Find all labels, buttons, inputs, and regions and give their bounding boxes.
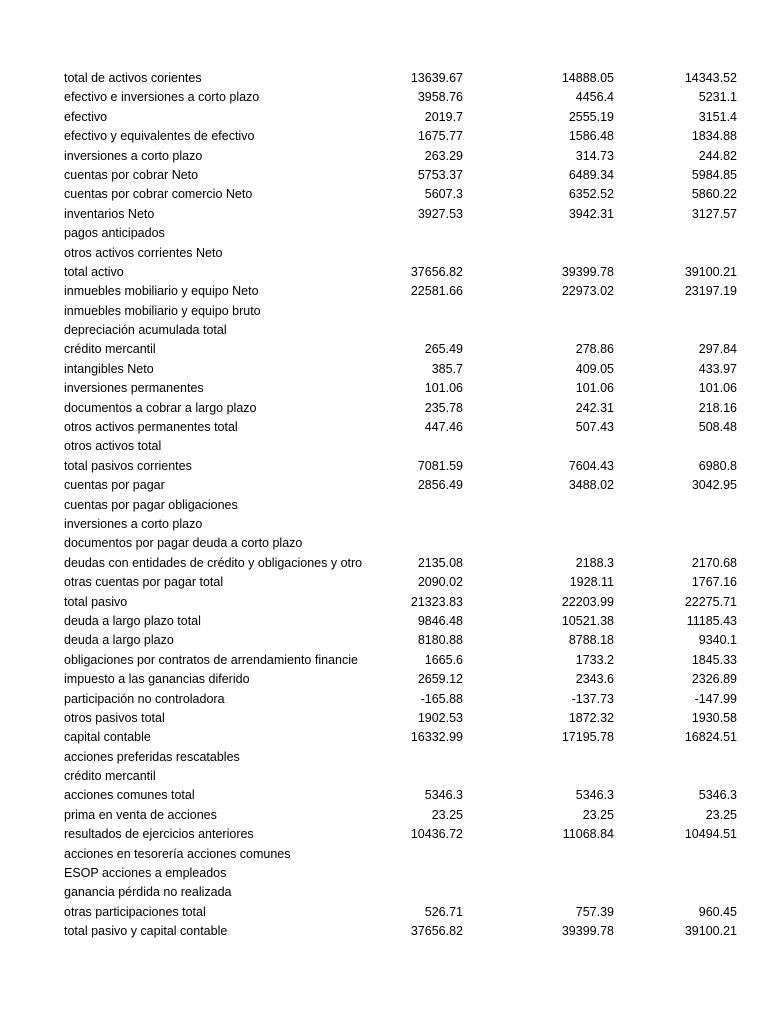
- value-cell-col3: 9340.1: [698, 633, 737, 648]
- value-cell-col3: 23197.19: [684, 284, 737, 299]
- row-label: ganancia pérdida no realizada: [64, 885, 232, 900]
- row-label: impuesto a las ganancias diferido: [64, 672, 250, 687]
- table-row: [64, 631, 737, 650]
- value-cell-col1: 2019.7: [424, 109, 463, 124]
- table-row: [64, 709, 737, 728]
- value-cell-col2: 1928.11: [569, 575, 614, 590]
- value-cell-col1: 235.78: [424, 400, 463, 415]
- table-row: [64, 534, 694, 553]
- value-cell-col3: 10494.51: [684, 827, 737, 842]
- value-cell-col1: 526.71: [424, 904, 463, 919]
- row-label: deuda a largo plazo: [64, 633, 174, 648]
- row-label: cuentas por cobrar Neto: [64, 167, 199, 182]
- table-row: [64, 496, 694, 515]
- row-label: depreciación acumulada total: [64, 323, 227, 338]
- value-cell-col2: 17195.78: [561, 730, 614, 745]
- row-label: intangibles Neto: [64, 361, 154, 376]
- row-label: resultados de ejercicios anteriores: [64, 827, 254, 842]
- value-cell-col2: 8788.18: [568, 633, 614, 648]
- value-cell-col2: 6489.34: [568, 167, 614, 182]
- value-cell-col3: -147.99: [694, 691, 737, 706]
- value-cell-col1: 37656.82: [410, 924, 463, 939]
- value-cell-col2: 314.73: [575, 148, 614, 163]
- value-cell-col2: -137.73: [571, 691, 614, 706]
- row-label: efectivo e inversiones a corto plazo: [64, 90, 260, 105]
- table-row: [64, 612, 737, 631]
- row-label: inversiones permanentes: [64, 381, 204, 396]
- value-cell-col2: 4456.4: [575, 90, 614, 105]
- value-cell-col1: 9846.48: [417, 613, 463, 628]
- value-cell-col3: 3042.95: [691, 478, 737, 493]
- table-row: [64, 360, 737, 379]
- table-row: [64, 321, 694, 340]
- table-row: [64, 476, 737, 495]
- value-cell-col1: 7081.59: [417, 458, 463, 473]
- value-cell-col2: 11068.84: [562, 827, 614, 842]
- table-row: [64, 767, 694, 786]
- value-cell-col2: 2555.19: [568, 109, 614, 124]
- value-cell-col1: 3927.53: [417, 206, 463, 221]
- row-label: deuda a largo plazo total: [64, 613, 201, 628]
- value-cell-col1: 13639.67: [410, 71, 463, 85]
- table-row: [64, 418, 737, 437]
- value-cell-col3: 23.25: [705, 807, 737, 822]
- row-label: efectivo: [64, 109, 108, 124]
- table-row: [64, 127, 737, 146]
- value-cell-col2: 242.31: [575, 400, 614, 415]
- value-cell-col2: 22973.02: [561, 284, 614, 299]
- value-cell-col1: 3958.76: [417, 90, 463, 105]
- row-label: acciones en tesorería acciones comunes: [64, 846, 291, 861]
- value-cell-col3: 297.84: [698, 342, 737, 357]
- value-cell-col2: 2188.3: [575, 555, 614, 570]
- value-cell-col2: 23.25: [582, 807, 614, 822]
- row-label: cuentas por cobrar comercio Neto: [64, 187, 253, 202]
- value-cell-col1: 1665.6: [424, 652, 463, 667]
- table-row: [64, 554, 737, 573]
- row-label: cuentas por pagar obligaciones: [64, 497, 238, 512]
- value-cell-col1: 2090.02: [417, 575, 463, 590]
- row-label: inventarios Neto: [64, 206, 155, 221]
- table-row: [64, 166, 737, 185]
- value-cell-col2: 14888.05: [561, 71, 614, 85]
- row-label: obligaciones por contratos de arrendamiento financie: [64, 652, 358, 667]
- table-row: [64, 748, 694, 767]
- value-cell-col3: 244.82: [698, 148, 737, 163]
- value-cell-col3: 508.48: [698, 420, 737, 435]
- value-cell-col3: 1930.58: [691, 710, 737, 725]
- row-label: otros activos total: [64, 439, 162, 454]
- table-row: [64, 399, 737, 418]
- table-row: [64, 864, 694, 883]
- row-label: crédito mercantil: [64, 342, 156, 357]
- value-cell-col2: 39399.78: [561, 264, 614, 279]
- value-cell-col3: 2170.68: [691, 555, 737, 570]
- table-row: [64, 922, 737, 941]
- row-label: total pasivo y capital contable: [64, 924, 228, 939]
- row-label: otros activos permanentes total: [64, 420, 238, 435]
- value-cell-col1: 8180.88: [417, 633, 463, 648]
- value-cell-col3: 1845.33: [691, 652, 737, 667]
- value-cell-col2: 3488.02: [568, 478, 614, 493]
- row-label: cuentas por pagar: [64, 478, 165, 493]
- table-row: [64, 457, 737, 476]
- row-label: otros pasivos total: [64, 710, 165, 725]
- value-cell-col1: 263.29: [424, 148, 463, 163]
- value-cell-col2: 3942.31: [568, 206, 614, 221]
- row-label: total pasivo: [64, 594, 128, 609]
- value-cell-col2: 10521.38: [561, 613, 614, 628]
- value-cell-col1: 37656.82: [410, 264, 463, 279]
- row-label: acciones comunes total: [64, 788, 195, 803]
- row-label: inversiones a corto plazo: [64, 516, 203, 531]
- value-cell-col2: 757.39: [575, 904, 614, 919]
- value-cell-col1: 447.46: [424, 420, 463, 435]
- table-row: [64, 224, 694, 243]
- table-row: [64, 69, 737, 88]
- value-cell-col1: 265.49: [424, 342, 463, 357]
- value-cell-col2: 22203.99: [561, 594, 614, 609]
- table-row: [64, 786, 737, 805]
- row-label: acciones preferidas rescatables: [64, 749, 240, 764]
- table-row: [64, 147, 737, 166]
- value-cell-col1: 23.25: [431, 807, 463, 822]
- row-label: total de activos corientes: [64, 71, 202, 85]
- value-cell-col2: 39399.78: [561, 924, 614, 939]
- row-label: pagos anticipados: [64, 226, 165, 241]
- value-cell-col3: 5984.85: [691, 167, 737, 182]
- table-row: [64, 825, 737, 844]
- value-cell-col2: 507.43: [575, 420, 614, 435]
- row-label: participación no controladora: [64, 691, 225, 706]
- value-cell-col3: 5346.3: [698, 788, 737, 803]
- table-row: [64, 108, 737, 127]
- row-label: otros activos corrientes Neto: [64, 245, 223, 260]
- table-row: [64, 185, 737, 204]
- value-cell-col3: 2326.89: [691, 672, 737, 687]
- table-row: [64, 437, 694, 456]
- balance-sheet-table: [64, 69, 737, 942]
- value-cell-col2: 1586.48: [568, 129, 614, 144]
- row-label: total activo: [64, 264, 124, 279]
- value-cell-col3: 5231.1: [698, 90, 737, 105]
- table-row: [64, 593, 737, 612]
- value-cell-col3: 5860.22: [691, 187, 737, 202]
- row-label: inmuebles mobiliario y equipo Neto: [64, 284, 259, 299]
- row-label: inmuebles mobiliario y equipo bruto: [64, 303, 261, 318]
- value-cell-col3: 1767.16: [691, 575, 737, 590]
- table-row: [64, 244, 694, 263]
- row-label: prima en venta de acciones: [64, 807, 217, 822]
- value-cell-col1: 101.06: [424, 381, 463, 396]
- row-label: efectivo y equivalentes de efectivo: [64, 129, 255, 144]
- value-cell-col1: 16332.99: [410, 730, 463, 745]
- value-cell-col1: 2856.49: [417, 478, 463, 493]
- row-label: documentos por pagar deuda a corto plazo: [64, 536, 303, 551]
- value-cell-col3: 1834.88: [691, 129, 737, 144]
- value-cell-col2: 1733.2: [575, 652, 614, 667]
- value-cell-col2: 278.86: [575, 342, 614, 357]
- table-row: [64, 728, 737, 747]
- value-cell-col1: 5607.3: [424, 187, 463, 202]
- row-label: otras cuentas por pagar total: [64, 575, 224, 590]
- value-cell-col3: 433.97: [698, 361, 737, 376]
- row-label: deudas con entidades de crédito y obligaciones y otro: [64, 555, 363, 570]
- row-label: ESOP acciones a empleados: [64, 866, 227, 881]
- row-label: crédito mercantil: [64, 769, 156, 784]
- value-cell-col2: 5346.3: [575, 788, 614, 803]
- table-row: [64, 379, 737, 398]
- value-cell-col3: 14343.52: [684, 71, 737, 85]
- table-row: [64, 690, 737, 709]
- row-label: otras participaciones total: [64, 904, 206, 919]
- value-cell-col3: 218.16: [698, 400, 737, 415]
- value-cell-col3: 39100.21: [684, 924, 737, 939]
- value-cell-col1: 5346.3: [424, 788, 463, 803]
- table-row: [64, 806, 737, 825]
- value-cell-col2: 6352.52: [568, 187, 614, 202]
- table-row: [64, 302, 694, 321]
- row-label: total pasivos corrientes: [64, 458, 192, 473]
- value-cell-col3: 39100.21: [684, 264, 737, 279]
- value-cell-col3: 3127.57: [691, 206, 737, 221]
- value-cell-col1: 2659.12: [417, 672, 463, 687]
- table-row: [64, 88, 737, 107]
- value-cell-col1: -165.88: [420, 691, 463, 706]
- value-cell-col2: 2343.6: [575, 672, 614, 687]
- value-cell-col2: 101.06: [575, 381, 614, 396]
- table-row: [64, 651, 737, 670]
- value-cell-col1: 385.7: [431, 361, 463, 376]
- value-cell-col3: 6980.8: [698, 458, 737, 473]
- table-row: [64, 883, 694, 902]
- table-row: [64, 515, 694, 534]
- table-row: [64, 670, 737, 689]
- table-row: [64, 205, 737, 224]
- row-label: inversiones a corto plazo: [64, 148, 203, 163]
- value-cell-col3: 16824.51: [684, 730, 737, 745]
- value-cell-col1: 1902.53: [417, 710, 463, 725]
- value-cell-col1: 21323.83: [410, 594, 463, 609]
- value-cell-col3: 22275.71: [684, 594, 737, 609]
- value-cell-col1: 10436.72: [410, 827, 463, 842]
- row-label: capital contable: [64, 730, 151, 745]
- value-cell-col3: 3151.4: [698, 109, 737, 124]
- table-row: [64, 903, 737, 922]
- value-cell-col1: 1675.77: [417, 129, 463, 144]
- value-cell-col3: 101.06: [698, 381, 737, 396]
- row-label: documentos a cobrar a largo plazo: [64, 400, 257, 415]
- value-cell-col3: 11185.43: [686, 613, 737, 628]
- value-cell-col1: 22581.66: [410, 284, 463, 299]
- value-cell-col2: 409.05: [575, 361, 614, 376]
- value-cell-col2: 7604.43: [568, 458, 614, 473]
- table-row: [64, 573, 737, 592]
- table-row: [64, 845, 694, 864]
- table-row: [64, 340, 737, 359]
- value-cell-col1: 5753.37: [417, 167, 463, 182]
- table-row: [64, 282, 737, 301]
- value-cell-col1: 2135.08: [417, 555, 463, 570]
- value-cell-col2: 1872.32: [568, 710, 614, 725]
- table-row: [64, 263, 737, 282]
- value-cell-col3: 960.45: [698, 904, 737, 919]
